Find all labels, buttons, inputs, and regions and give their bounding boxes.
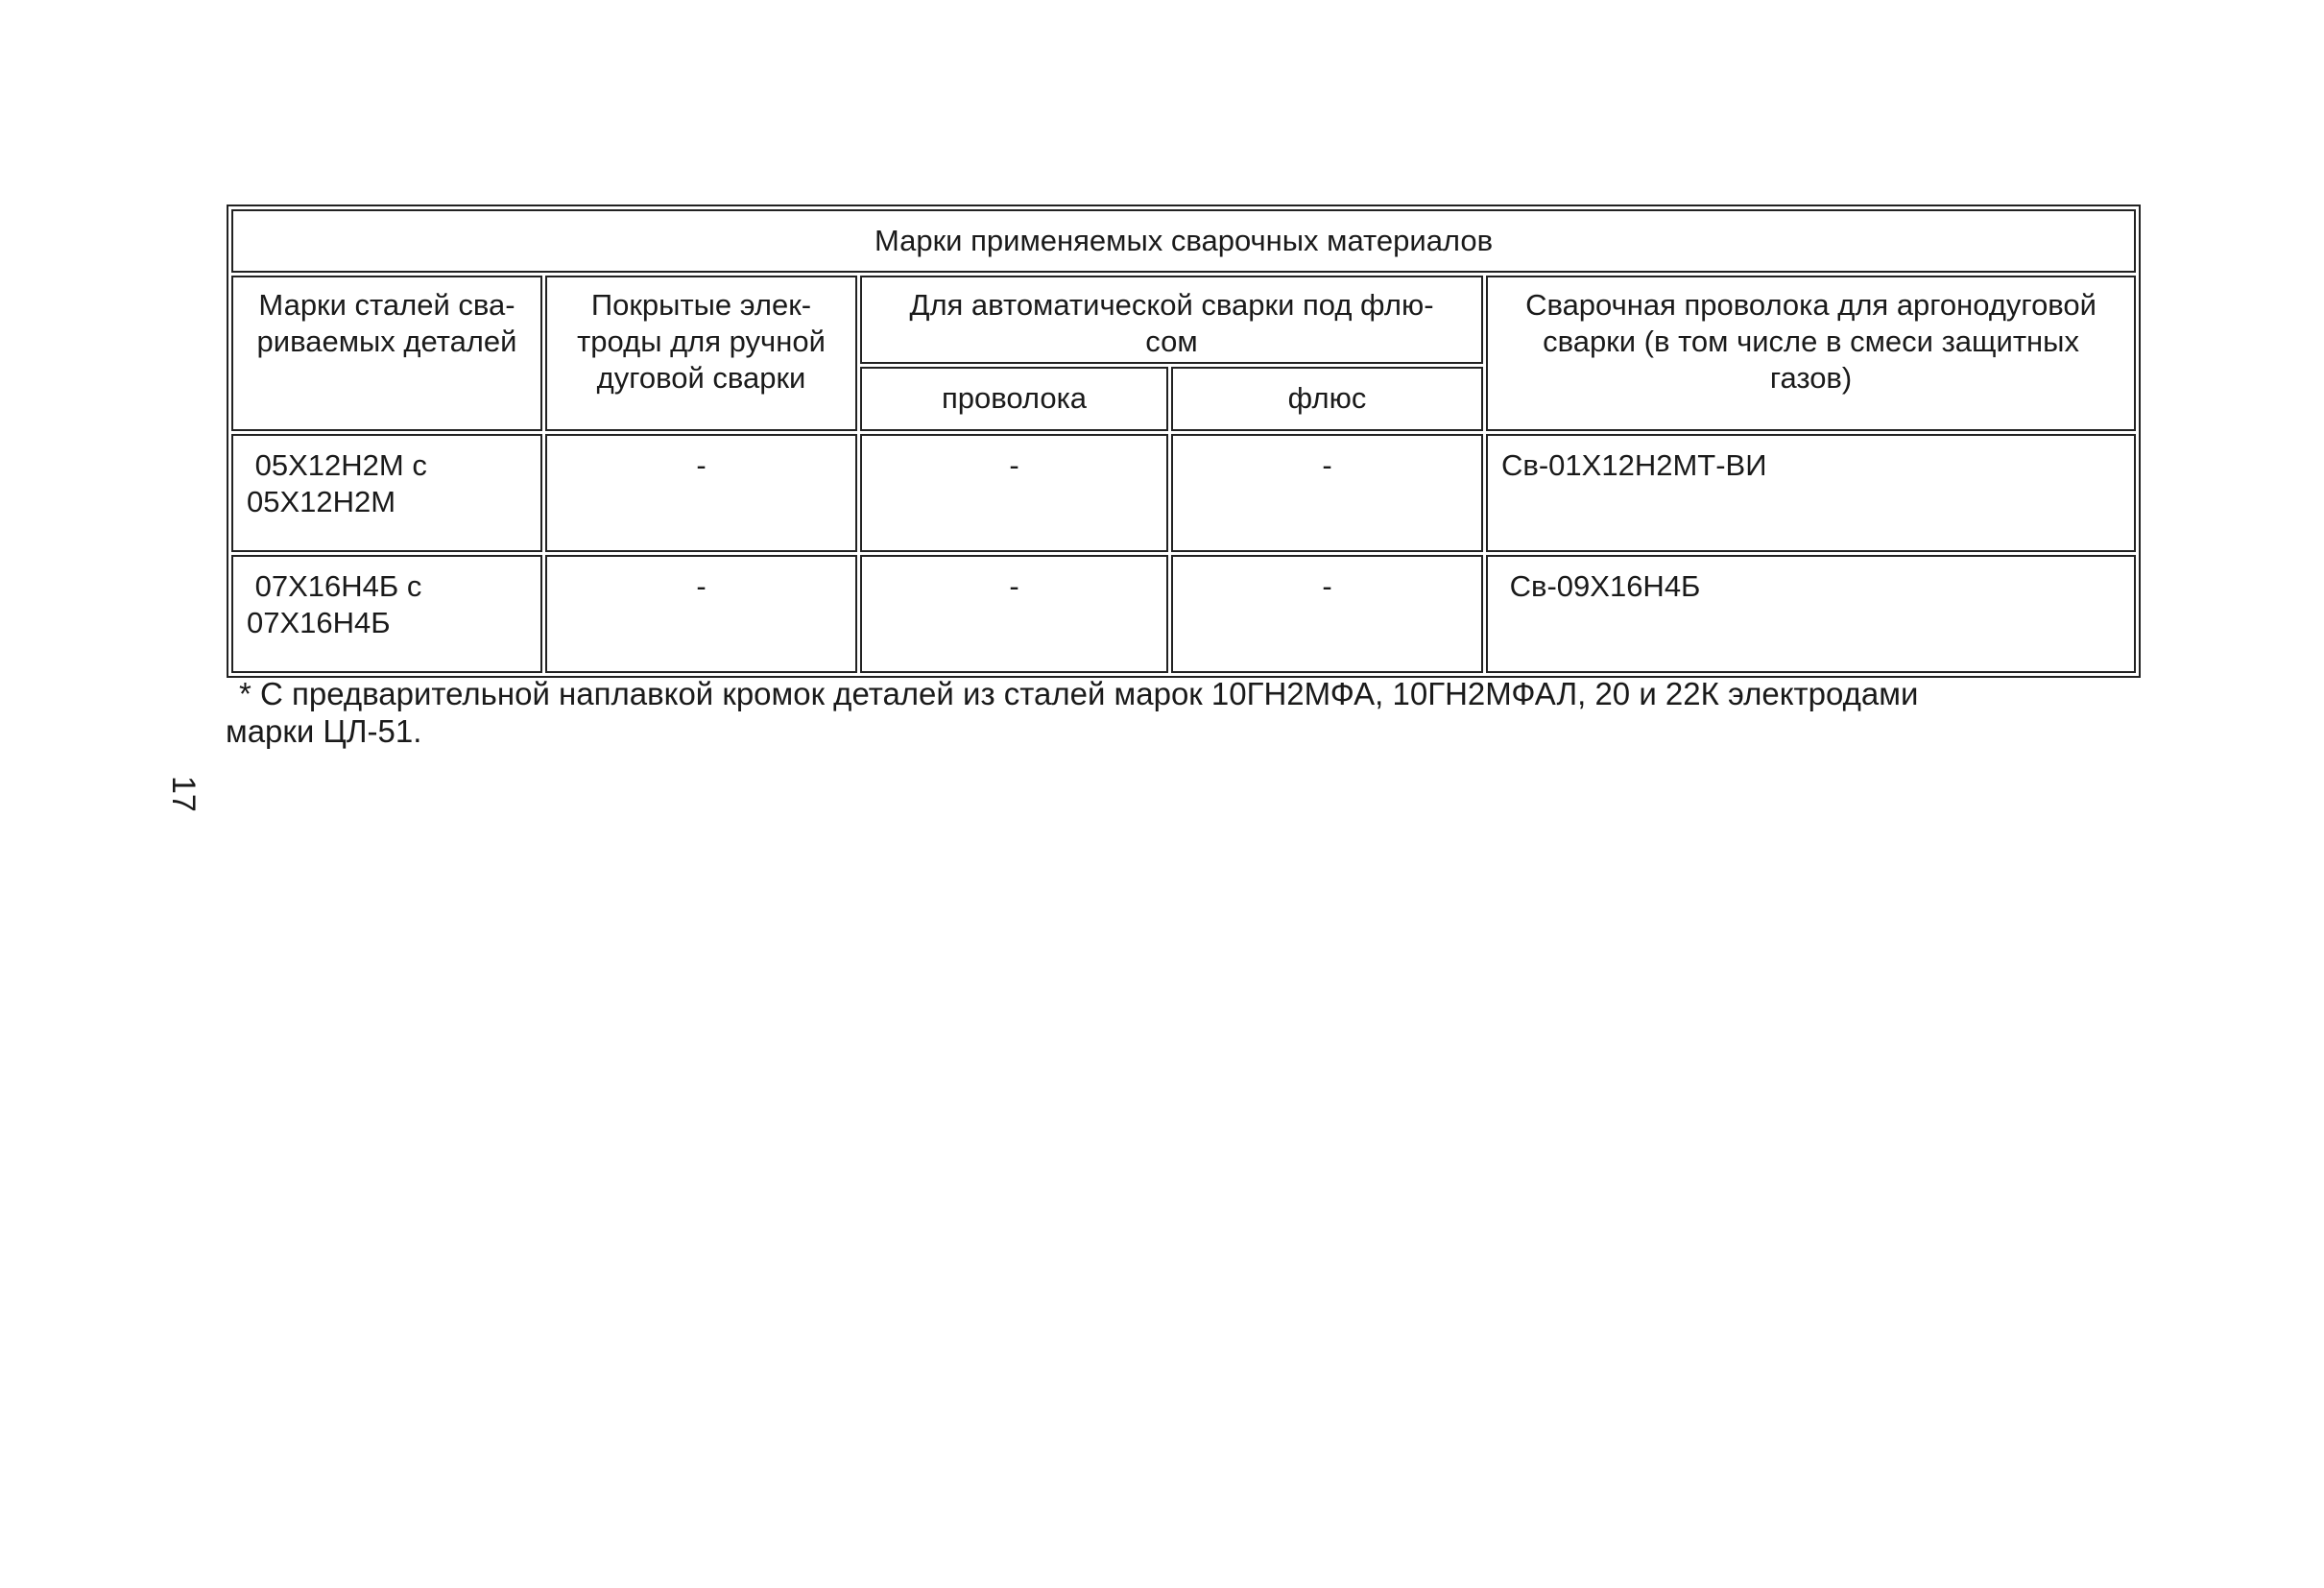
cell-auto-wire: - (860, 555, 1168, 673)
header-auto-wire: проволока (860, 367, 1168, 432)
table-row (231, 434, 2136, 552)
welding-materials-table (227, 205, 2141, 678)
cell-electrodes: - (545, 555, 857, 673)
cell-auto-flux: - (1171, 434, 1483, 552)
header-automatic-welding: Для автоматической сварки под флю- сом (860, 276, 1483, 364)
header-argon-wire: Сварочная проволока для аргонодуговой сварки (в том числе в смеси защитных газов) (1486, 276, 2136, 432)
page-number: 17 (165, 776, 202, 812)
cell-steel: 07Х16Н4Б с 07Х16Н4Б (231, 555, 542, 673)
cell-argon-wire: Св-01Х12Н2МТ-ВИ (1486, 434, 2136, 552)
footnote-line-1: * С предварительной наплавкой кромок деталей из сталей марок 10ГН2МФА, 10ГН2МФАЛ, 20 и 22К электродами (239, 676, 1919, 711)
footnote-line-2: марки ЦЛ-51. (226, 713, 422, 749)
footnote (226, 675, 2107, 750)
table-row (231, 555, 2136, 673)
header-coated-electrodes: Покрытые элек- троды для ручной дуговой сварки (545, 276, 857, 432)
cell-electrodes: - (545, 434, 857, 552)
cell-auto-flux: - (1171, 555, 1483, 673)
table-title: Марки применяемых сварочных материалов (231, 209, 2136, 273)
cell-steel: 05Х12Н2М с 05Х12Н2М (231, 434, 542, 552)
cell-argon-wire: Св-09Х16Н4Б (1486, 555, 2136, 673)
header-steel-grades: Марки сталей сва- риваемых деталей (231, 276, 542, 432)
cell-auto-wire: - (860, 434, 1168, 552)
header-auto-flux: флюс (1171, 367, 1483, 432)
